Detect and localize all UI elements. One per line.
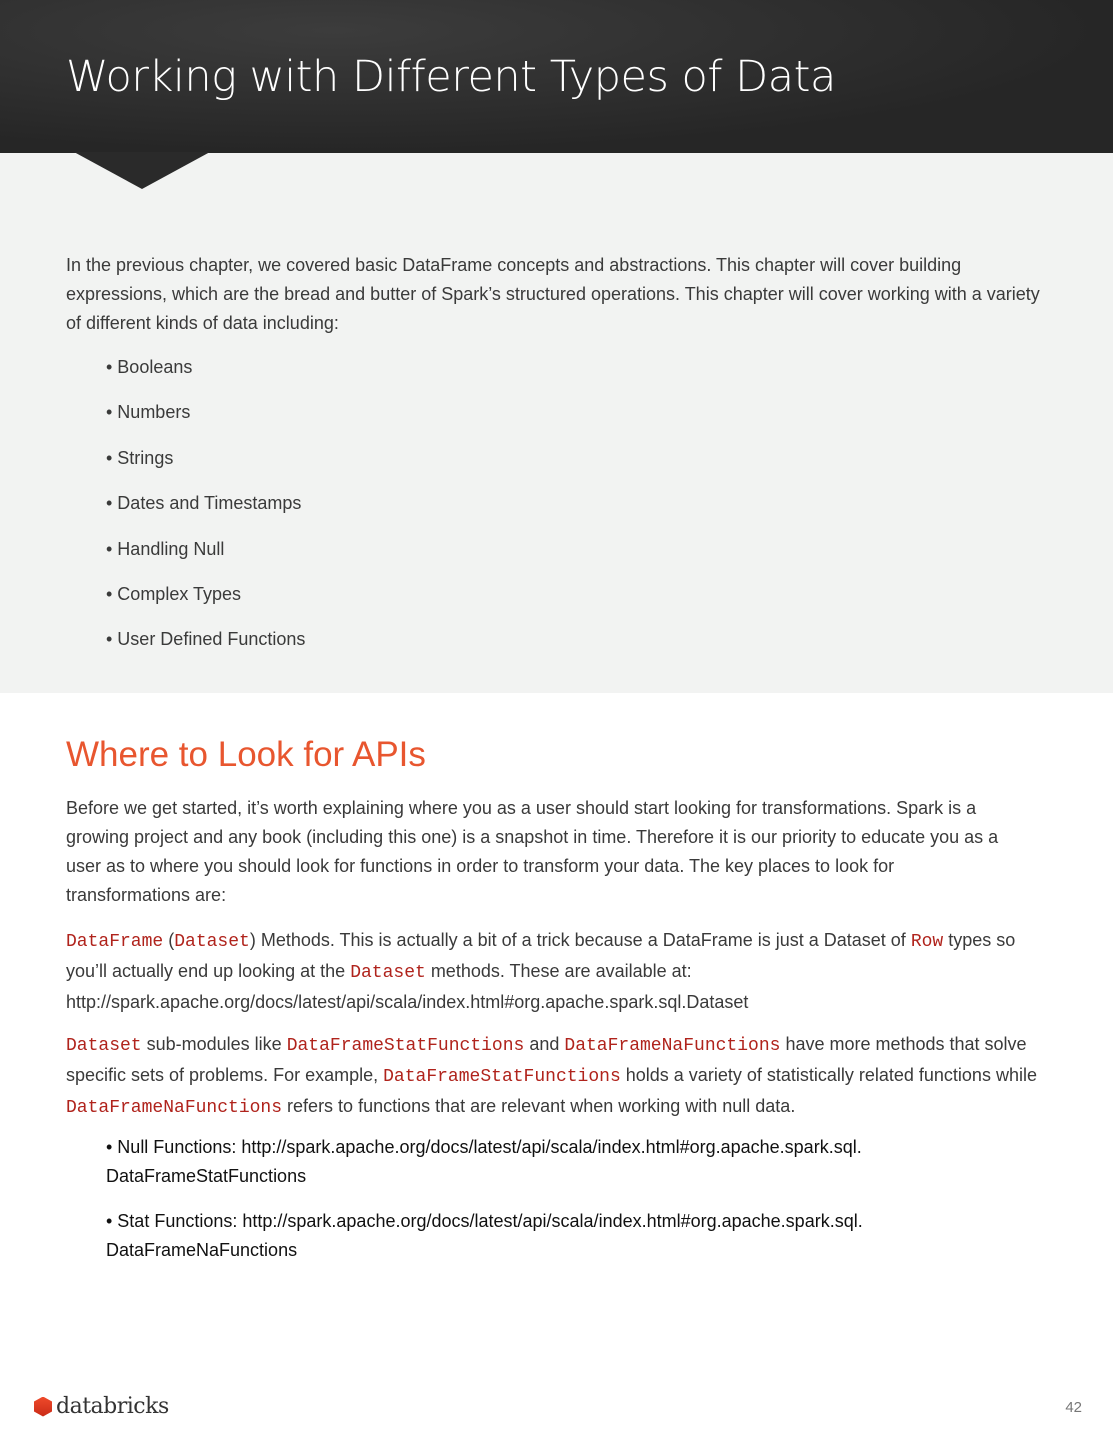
chapter-banner [0, 0, 1113, 153]
list-item: • User Defined Functions [106, 629, 306, 650]
text-segment: refers to functions that are relevant when working with null data. [282, 1096, 796, 1116]
intro-paragraph: In the previous chapter, we covered basic DataFrame concepts and abstractions. This chapter will cover building expressions, which are the bread and butter of Spark’s structured operations. This chapter will cover working with a variety of different kinds of data including: [66, 255, 1040, 333]
inline-code: DataFrameStatFunctions [383, 1067, 621, 1087]
list-item: • Handling Null [106, 538, 225, 559]
section-heading: Where to Look for APIs [66, 735, 426, 774]
data-types-list [106, 353, 305, 671]
logo-text: databricks [56, 1394, 169, 1419]
inline-code: DataFrameNaFunctions [564, 1036, 781, 1056]
list-item: • Strings [106, 447, 174, 468]
databricks-logo [34, 1394, 169, 1419]
section-paragraph: Before we get started, it’s worth explaining where you as a user should start looking for transformations. Spark is a growing project and any book (including this one) is a snapshot in time. Therefore it is our priority to educate you as a user as to where you should look for functions in order to transform your data. The key places to look for transformations are: [66, 798, 999, 905]
stat-functions-link[interactable]: • Stat Functions: http://spark.apache.org/docs/latest/api/scala/index.html#org.apache.spark.sql. DataFrameNaFunctions [106, 1211, 863, 1260]
text-segment: ) Methods. This is actually a bit of a trick because a DataFrame is just a Dataset of [249, 930, 911, 950]
inline-code: Dataset [174, 932, 250, 952]
text-segment: holds a variety of statistically related functions while [620, 1065, 1037, 1085]
intro-panel [0, 153, 1113, 693]
inline-code: Row [910, 932, 944, 952]
inline-code: Dataset [66, 1036, 142, 1056]
list-item: • Booleans [106, 357, 193, 377]
inline-code: Dataset [350, 963, 426, 983]
list-item: • Complex Types [106, 583, 242, 604]
databricks-logo-icon [34, 1397, 52, 1417]
text-segment: types so you’ll actually end up looking at the [66, 930, 1016, 981]
null-functions-link[interactable]: • Null Functions: http://spark.apache.org/docs/latest/api/scala/index.html#org.apache.spark.sql. DataFrameStatFunctions [106, 1137, 862, 1186]
api-links-list [106, 1133, 946, 1265]
inline-code: DataFrame [66, 932, 164, 952]
text-segment: ( [163, 930, 175, 950]
text-segment: methods. These are available at: http://spark.apache.org/docs/latest/api/scala/index.html#org.apache.spark.sql.Dataset [66, 961, 749, 1012]
text-segment: have more methods that solve specific sets of problems. For example, [66, 1034, 1027, 1085]
list-item: • Numbers [106, 402, 191, 423]
text-segment: and [524, 1034, 565, 1054]
inline-code: DataFrameNaFunctions [66, 1098, 283, 1118]
dataframe-methods-paragraph [66, 926, 1056, 1017]
inline-code: DataFrameStatFunctions [286, 1036, 525, 1056]
text-segment: sub-modules like [141, 1034, 287, 1054]
banner-notch [74, 152, 210, 189]
page-number: 42 [1065, 1399, 1082, 1416]
list-item: • Dates and Timestamps [106, 493, 302, 514]
submodules-paragraph [66, 1030, 1056, 1123]
chapter-title: Working with Different Types of Data [66, 52, 836, 102]
